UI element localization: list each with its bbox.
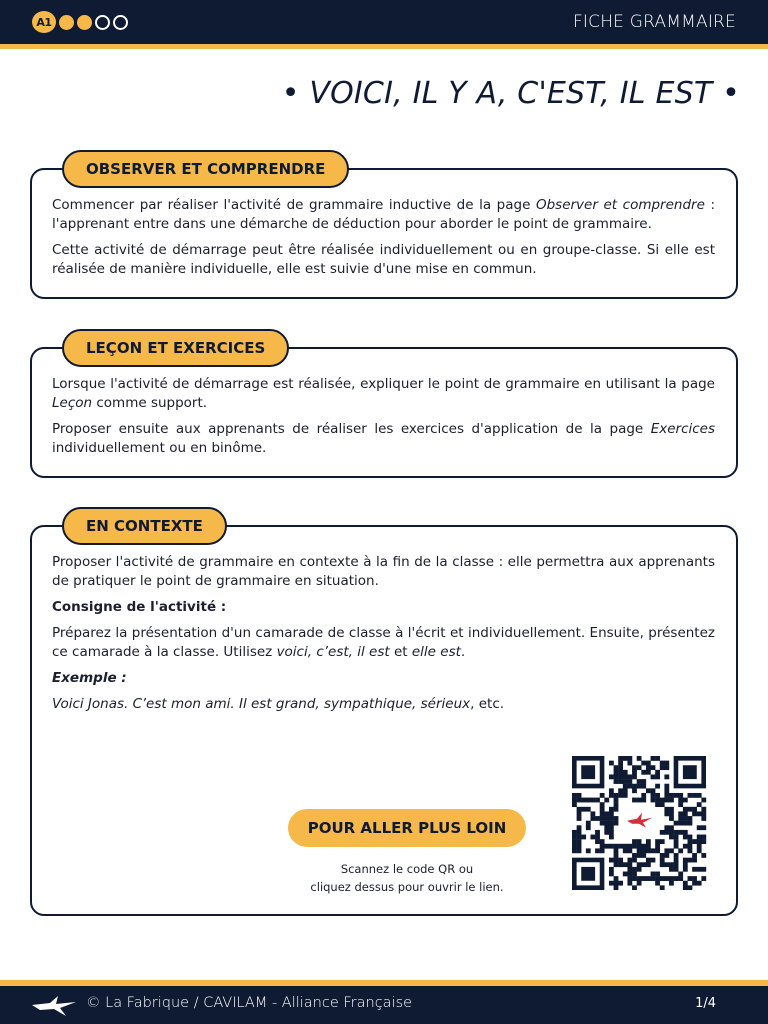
page-reference: Leçon: [52, 395, 93, 411]
page-reference: Exercices: [650, 421, 715, 437]
keyword: elle est: [411, 644, 461, 660]
example-sentence: Voici Jonas. C’est mon ami. Il est grand, sympathique, sérieux: [52, 696, 471, 712]
header-bar: [0, 0, 768, 44]
sheet-type-label: FICHE GRAMMAIRE: [572, 12, 736, 32]
example-label: Exemple :: [52, 670, 127, 686]
section-tab-contexte: EN CONTEXTE: [62, 507, 227, 545]
level-dot-empty: [95, 15, 110, 30]
section-tab-observer: OBSERVER ET COMPRENDRE: [62, 150, 349, 188]
text: .: [460, 644, 466, 660]
further-link-button[interactable]: POUR ALLER PLUS LOIN: [288, 809, 526, 847]
level-badge: A1: [32, 11, 56, 33]
page-reference: Observer et comprendre: [535, 197, 705, 213]
paragraph: [52, 375, 715, 413]
page-number: 1/4: [695, 996, 716, 1011]
keyword-list: voici, c’est, il est: [276, 644, 390, 660]
level-dot-empty: [113, 15, 128, 30]
text: et: [389, 644, 412, 660]
section-body: [32, 349, 736, 474]
example-text: [52, 695, 715, 714]
footer-credit: © La Fabrique / CAVILAM - Alliance Française: [86, 995, 413, 1011]
text: Lorsque l'activité de démarrage est réalisée, expliquer le point de grammaire en utilisant la page: [52, 376, 715, 392]
scan-instructions: [290, 860, 524, 896]
paragraph: Proposer l'activité de grammaire en contexte à la fin de la classe : elle permettra aux apprenants de pratiquer le point de grammaire en situation.: [52, 554, 715, 589]
text: Proposer ensuite aux apprenants de réaliser les exercices d'application de la page: [52, 421, 651, 437]
qr-code[interactable]: [568, 756, 710, 890]
section-tab-lecon: LEÇON ET EXERCICES: [62, 329, 289, 367]
level-indicator: [32, 11, 128, 33]
page-title: • VOICI, IL Y A, C'EST, IL EST •: [281, 76, 740, 111]
level-dot-filled: [77, 15, 92, 30]
text: comme support.: [92, 395, 208, 411]
section-observer: [30, 160, 738, 299]
section-body: [32, 527, 736, 730]
scan-line: cliquez dessus pour ouvrir le lien.: [310, 880, 504, 894]
section-lecon: [30, 339, 738, 478]
consigne-text: [52, 624, 715, 662]
bird-logo-icon: [30, 994, 78, 1018]
header-accent-stripe: [0, 44, 768, 49]
text: , etc.: [470, 696, 505, 712]
text: Commencer par réaliser l'activité de grammaire inductive de la page: [52, 197, 536, 213]
footer-bar: [0, 986, 768, 1024]
consigne-label: Consigne de l'activité :: [52, 599, 227, 615]
level-dot-filled: [59, 15, 74, 30]
paragraph: [52, 196, 715, 234]
section-body: [32, 170, 736, 295]
paragraph: [52, 420, 715, 458]
text: individuellement ou en binôme.: [52, 440, 267, 456]
text: : l'apprenant entre dans une démarche de déduction pour aborder le point de grammaire.: [52, 197, 716, 232]
text: Préparez la présentation d'un camarade de classe à l'écrit et individuellement. Ensuite, présentez ce camarade à la classe. Utilisez: [52, 625, 715, 660]
scan-line: Scannez le code QR ou: [340, 862, 474, 876]
paragraph: Cette activité de démarrage peut être réalisée individuellement ou en groupe-classe. Si elle est réalisée de manière individuelle, elle est suivie d'une mise en commun.: [52, 242, 715, 277]
